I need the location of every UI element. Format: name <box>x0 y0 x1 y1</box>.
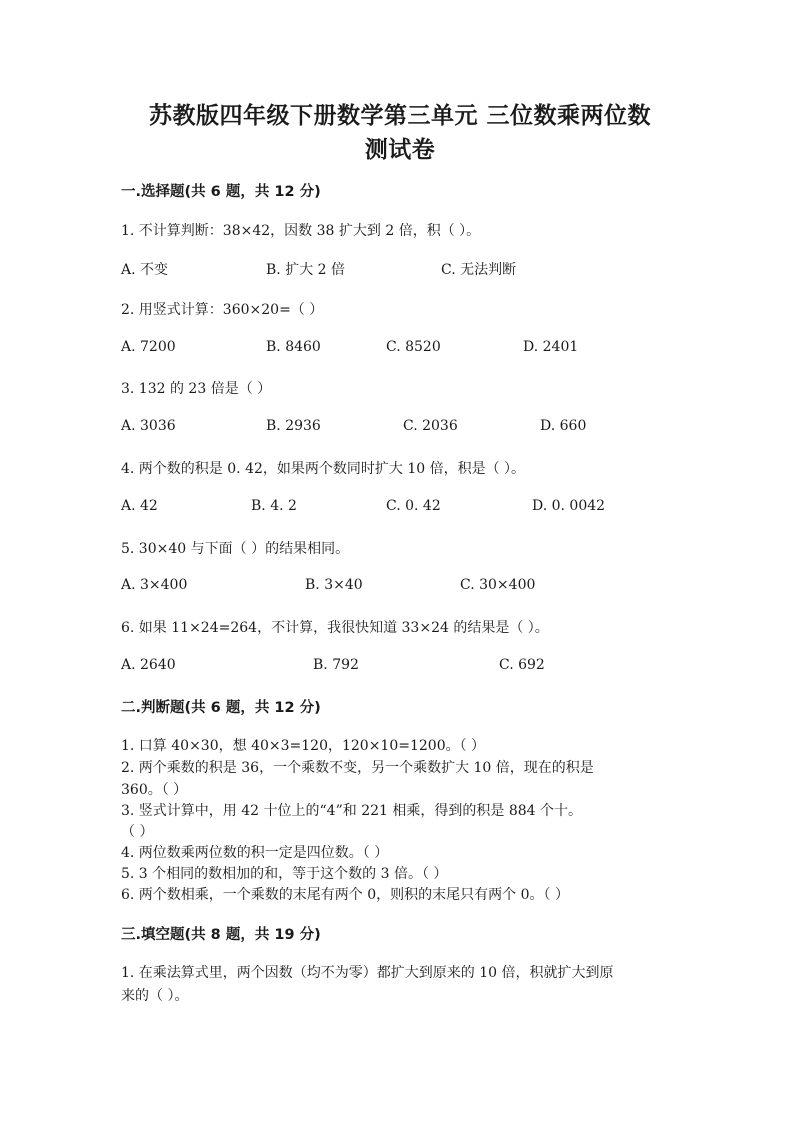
section-heading-judgement: 二.判断题(共 6 题，共 12 分) <box>121 700 321 716</box>
option-a: A. 42 <box>121 498 158 514</box>
option-b: B. 8460 <box>266 339 321 355</box>
option-b: B. 2936 <box>266 418 321 434</box>
judgement-item: 3. 竖式计算中，用 42 十位上的“4”和 221 相乘，得到的积是 884 个十。 <box>121 803 582 819</box>
judgement-item-continuation: （ ） <box>121 824 154 840</box>
question-text: 5. 30×40 与下面（ ）的结果相同。 <box>121 541 350 557</box>
option-a: A. 7200 <box>121 339 176 355</box>
option-a: A. 3×400 <box>121 577 188 593</box>
option-d: D. 2401 <box>523 339 579 355</box>
option-b: B. 792 <box>313 657 359 673</box>
option-a: A. 不变 <box>121 262 169 278</box>
judgement-item: 4. 两位数乘两位数的积一定是四位数。（ ） <box>121 845 389 861</box>
option-c: C. 2036 <box>403 418 458 434</box>
option-b: B. 4. 2 <box>251 498 297 514</box>
question-text: 2. 用竖式计算：360×20=（ ） <box>121 302 324 318</box>
judgement-item: 1. 口算 40×30，想 40×3=120，120×10=1200。（ ） <box>121 738 486 754</box>
option-b: B. 3×40 <box>305 577 363 593</box>
question-text: 6. 如果 11×24=264，不计算，我很快知道 33×24 的结果是（ ）。 <box>121 620 549 636</box>
page-title-line-2: 测试卷 <box>364 137 436 163</box>
section-heading-choice: 一.选择题(共 6 题，共 12 分) <box>121 184 321 200</box>
option-c: C. 30×400 <box>460 577 536 593</box>
option-c: C. 692 <box>499 657 545 673</box>
option-b: B. 扩大 2 倍 <box>266 262 345 278</box>
fill-blank-item-continuation: 来的（ ）。 <box>121 988 189 1004</box>
option-a: A. 3036 <box>121 418 176 434</box>
judgement-item: 6. 两个数相乘，一个乘数的末尾有两个 0，则积的末尾只有两个 0。（ ） <box>121 887 569 903</box>
judgement-item: 5. 3 个相同的数相加的和，等于这个数的 3 倍。（ ） <box>121 866 448 882</box>
judgement-item-continuation: 360。（ ） <box>121 782 188 798</box>
question-text: 3. 132 的 23 倍是（ ） <box>121 381 272 397</box>
section-heading-fill-blank: 三.填空题(共 8 题，共 19 分) <box>121 927 321 943</box>
option-c: C. 无法判断 <box>441 262 517 278</box>
option-a: A. 2640 <box>121 657 176 673</box>
question-text: 1. 不计算判断：38×42，因数 38 扩大到 2 倍，积（ ）。 <box>121 223 481 239</box>
page-title-line-1: 苏教版四年级下册数学第三单元 三位数乘两位数 <box>148 103 651 129</box>
judgement-item: 2. 两个乘数的积是 36，一个乘数不变，另一个乘数扩大 10 倍，现在的积是 <box>121 760 594 776</box>
option-c: C. 8520 <box>386 339 441 355</box>
fill-blank-item: 1. 在乘法算式里，两个因数（均不为零）都扩大到原来的 10 倍，积就扩大到原 <box>121 965 614 981</box>
option-d: D. 660 <box>540 418 587 434</box>
option-c: C. 0. 42 <box>386 498 441 514</box>
question-text: 4. 两个数的积是 0. 42，如果两个数同时扩大 10 倍，积是（ ）。 <box>121 461 526 477</box>
option-d: D. 0. 0042 <box>532 498 606 514</box>
